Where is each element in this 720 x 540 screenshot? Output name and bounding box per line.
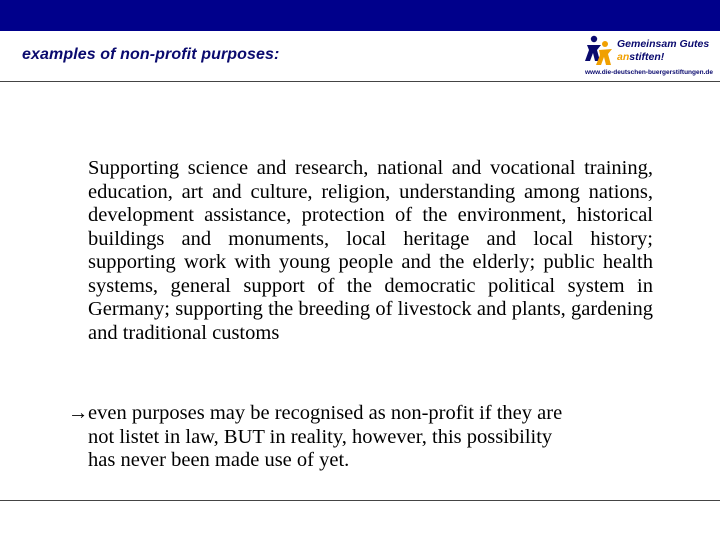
logo (585, 35, 715, 79)
logo-text-accent: an (617, 51, 630, 63)
note-block (68, 402, 668, 473)
purposes-paragraph: Supporting science and research, national and vocational training, education, art and culture, religion, understanding among nations, development assistance, protection of the environment, historical buildings and monuments, local heritage and local history; supporting work with young people and the elderly; public health systems, general support of the democratic political system in Germany; supporting the breeding of livestock and plants, gardening and traditional customs (88, 157, 653, 344)
footer-divider (0, 500, 720, 501)
logo-text-line2 (617, 51, 664, 63)
arrow-right-icon: → (68, 402, 89, 424)
note-text-1: even purposes may be recognised as non-profit if they are (88, 402, 563, 424)
logo-text-rest: stiften! (629, 51, 665, 63)
header-divider (0, 81, 720, 82)
note-line-2: not listet in law, BUT in reality, however, this possibility (88, 425, 553, 448)
logo-url: www.die-deutschen-buergerstiftungen.de (585, 69, 713, 76)
logo-figures-icon (585, 35, 613, 71)
logo-text-line1: Gemeinsam Gutes (617, 38, 710, 50)
note-line-3: has never been made use of yet. (88, 449, 350, 471)
top-bar (0, 0, 720, 31)
slide-title: examples of non-profit purposes: (22, 46, 280, 63)
note-line-1 (68, 402, 668, 426)
